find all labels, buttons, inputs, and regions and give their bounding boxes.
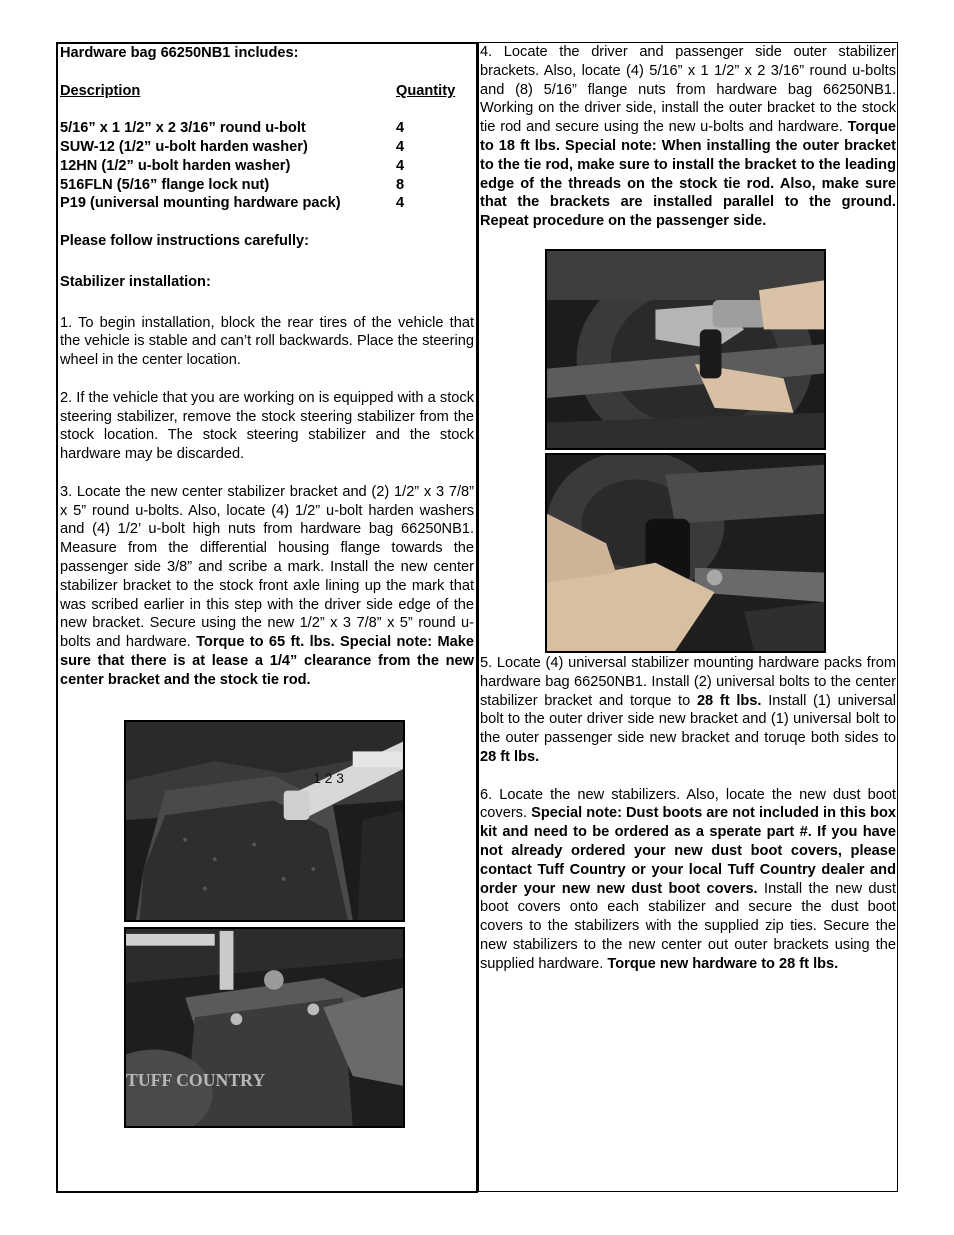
photo-measure-housing: [124, 720, 405, 922]
logo-text: TUFF COUNTRY: [126, 1069, 266, 1090]
step-1: 1. To begin installation, block the rear tires of the vehicle that the vehicle is stable and can’t roll backwards. Place the steering wheel in the center location.: [60, 314, 474, 369]
hardware-item-desc: 5/16” x 1 1/2” x 2 3/16” round u-bolt: [60, 120, 306, 137]
step-4-note: Torque to 18 ft lbs. Special note: When installing the outer bracket to the tie rod, make sure to install the bracket to the leading edge of the threads on the stock tie rod. Also, make sure that the brackets are installed parallel to the ground. Repeat procedure on the passenger side.: [480, 119, 896, 230]
description-header: Description: [60, 82, 141, 99]
quantity-header: Quantity: [396, 82, 456, 99]
hardware-item: [60, 119, 474, 138]
step-6-torque: Torque new hardware to 28 ft lbs.: [607, 955, 839, 972]
hardware-item-qty: 4: [396, 195, 405, 212]
photo-outer-bracket-install: [545, 249, 826, 450]
step-6: [480, 786, 896, 974]
step-3-text: 3. Locate the new center stabilizer bracket and (2) 1/2” x 3 7/8” x 5” round u-bolts. Also, locate (4) 1/2” u-bolt harden washers and (4) 1/2’ u-bolt high nuts from hardware bag 66250NB1. Measure from the differential housing flange towards the passenger side 3/8” and scribe a mark. Install the new center stabilizer bracket to the stock front axle lining up the mark that was scribed earlier in this step with the driver side edge of the new bracket. Secure using the new 1/2” x 3 7/8” x 5” round u-bolts and hardware.: [60, 483, 474, 651]
tape-marks: 1 2 3: [313, 770, 344, 786]
section-title: Stabilizer installation:: [60, 273, 211, 290]
hardware-item-desc: 12HN (1/2” u-bolt harden washer): [60, 157, 291, 174]
hardware-heading: Hardware bag 66250NB1 includes:: [60, 45, 299, 61]
step-5: [480, 654, 896, 767]
step-5-torque-b: 28 ft lbs.: [480, 748, 540, 765]
step-6-text-a: 6. Locate the new stabilizers. Also, locate the new dust boot covers.: [480, 786, 896, 822]
step-3: [60, 483, 474, 690]
photo-outer-bracket-passenger: [545, 453, 826, 653]
hardware-item-desc: 516FLN (5/16” flange lock nut): [60, 176, 270, 193]
follow-instructions: Please follow instructions carefully:: [60, 232, 309, 249]
step-5-torque-a: 28 ft lbs.: [696, 692, 762, 709]
photo-center-bracket: [124, 927, 405, 1128]
hardware-item-qty: 4: [396, 157, 405, 174]
step-5-text-b: Install (1) universal bolt to the outer driver side new bracket and (1) universal bolt to the outer passenger side new bracket and toruqe both sides to: [480, 692, 896, 747]
hardware-item: [60, 194, 474, 213]
hardware-item-desc: SUW-12 (1/2” u-bolt harden washer): [60, 138, 308, 155]
hardware-item-qty: 4: [396, 138, 405, 155]
step-4-text: 4. Locate the driver and passenger side outer stabilizer brackets. Also, locate (4) 5/16” x 1 1/2” x 2 3/16” round u-bolts and (8) 5/16” flange nuts from hardware bag 66250NB1. Working on the driver side, install the outer bracket to the stock tie rod and secure using the new u-bolts and hardware.: [480, 44, 896, 136]
hardware-item-qty: 8: [396, 176, 405, 193]
step-6-text-b: Install the new dust boot covers onto each stabilizer and secure the dust boot covers to the stabilizers with the supplied zip ties. Secure the new stabilizers to the new center out outer brackets using the supplied hardware.: [480, 880, 896, 972]
hardware-item-desc: P19 (universal mounting hardware pack): [60, 195, 341, 212]
step-6-note: Special note: Dust boots are not included in this box kit and need to be ordered as a sperate part #. If you have not already ordered your new dust boot covers, please contact Tuff Country or your local Tuff Country dealer and order your new new dust boot covers.: [480, 805, 896, 897]
step-5-text-a: 5. Locate (4) universal stabilizer mounting hardware packs from hardware bag 66250NB1. Install (2) universal bolts to the center stabilizer bracket and torque to: [480, 654, 896, 709]
hardware-item: [60, 157, 474, 176]
step-3-note: Torque to 65 ft. lbs. Special note: Make sure that there is at lease a 1/4” clearance from the new center bracket and the stock tie rod.: [60, 634, 475, 688]
hardware-item-qty: 4: [396, 120, 405, 137]
step-2: 2. If the vehicle that you are working on is equipped with a stock steering stabilizer, remove the stock steering stabilizer from the stock location. The stock steering stabilizer and the stock hardware may be discarded.: [60, 389, 474, 463]
hardware-item: [60, 176, 474, 195]
hardware-item: [60, 138, 474, 157]
left-text: [60, 44, 474, 690]
step-4: [480, 43, 896, 231]
hardware-header-row: [60, 82, 474, 101]
